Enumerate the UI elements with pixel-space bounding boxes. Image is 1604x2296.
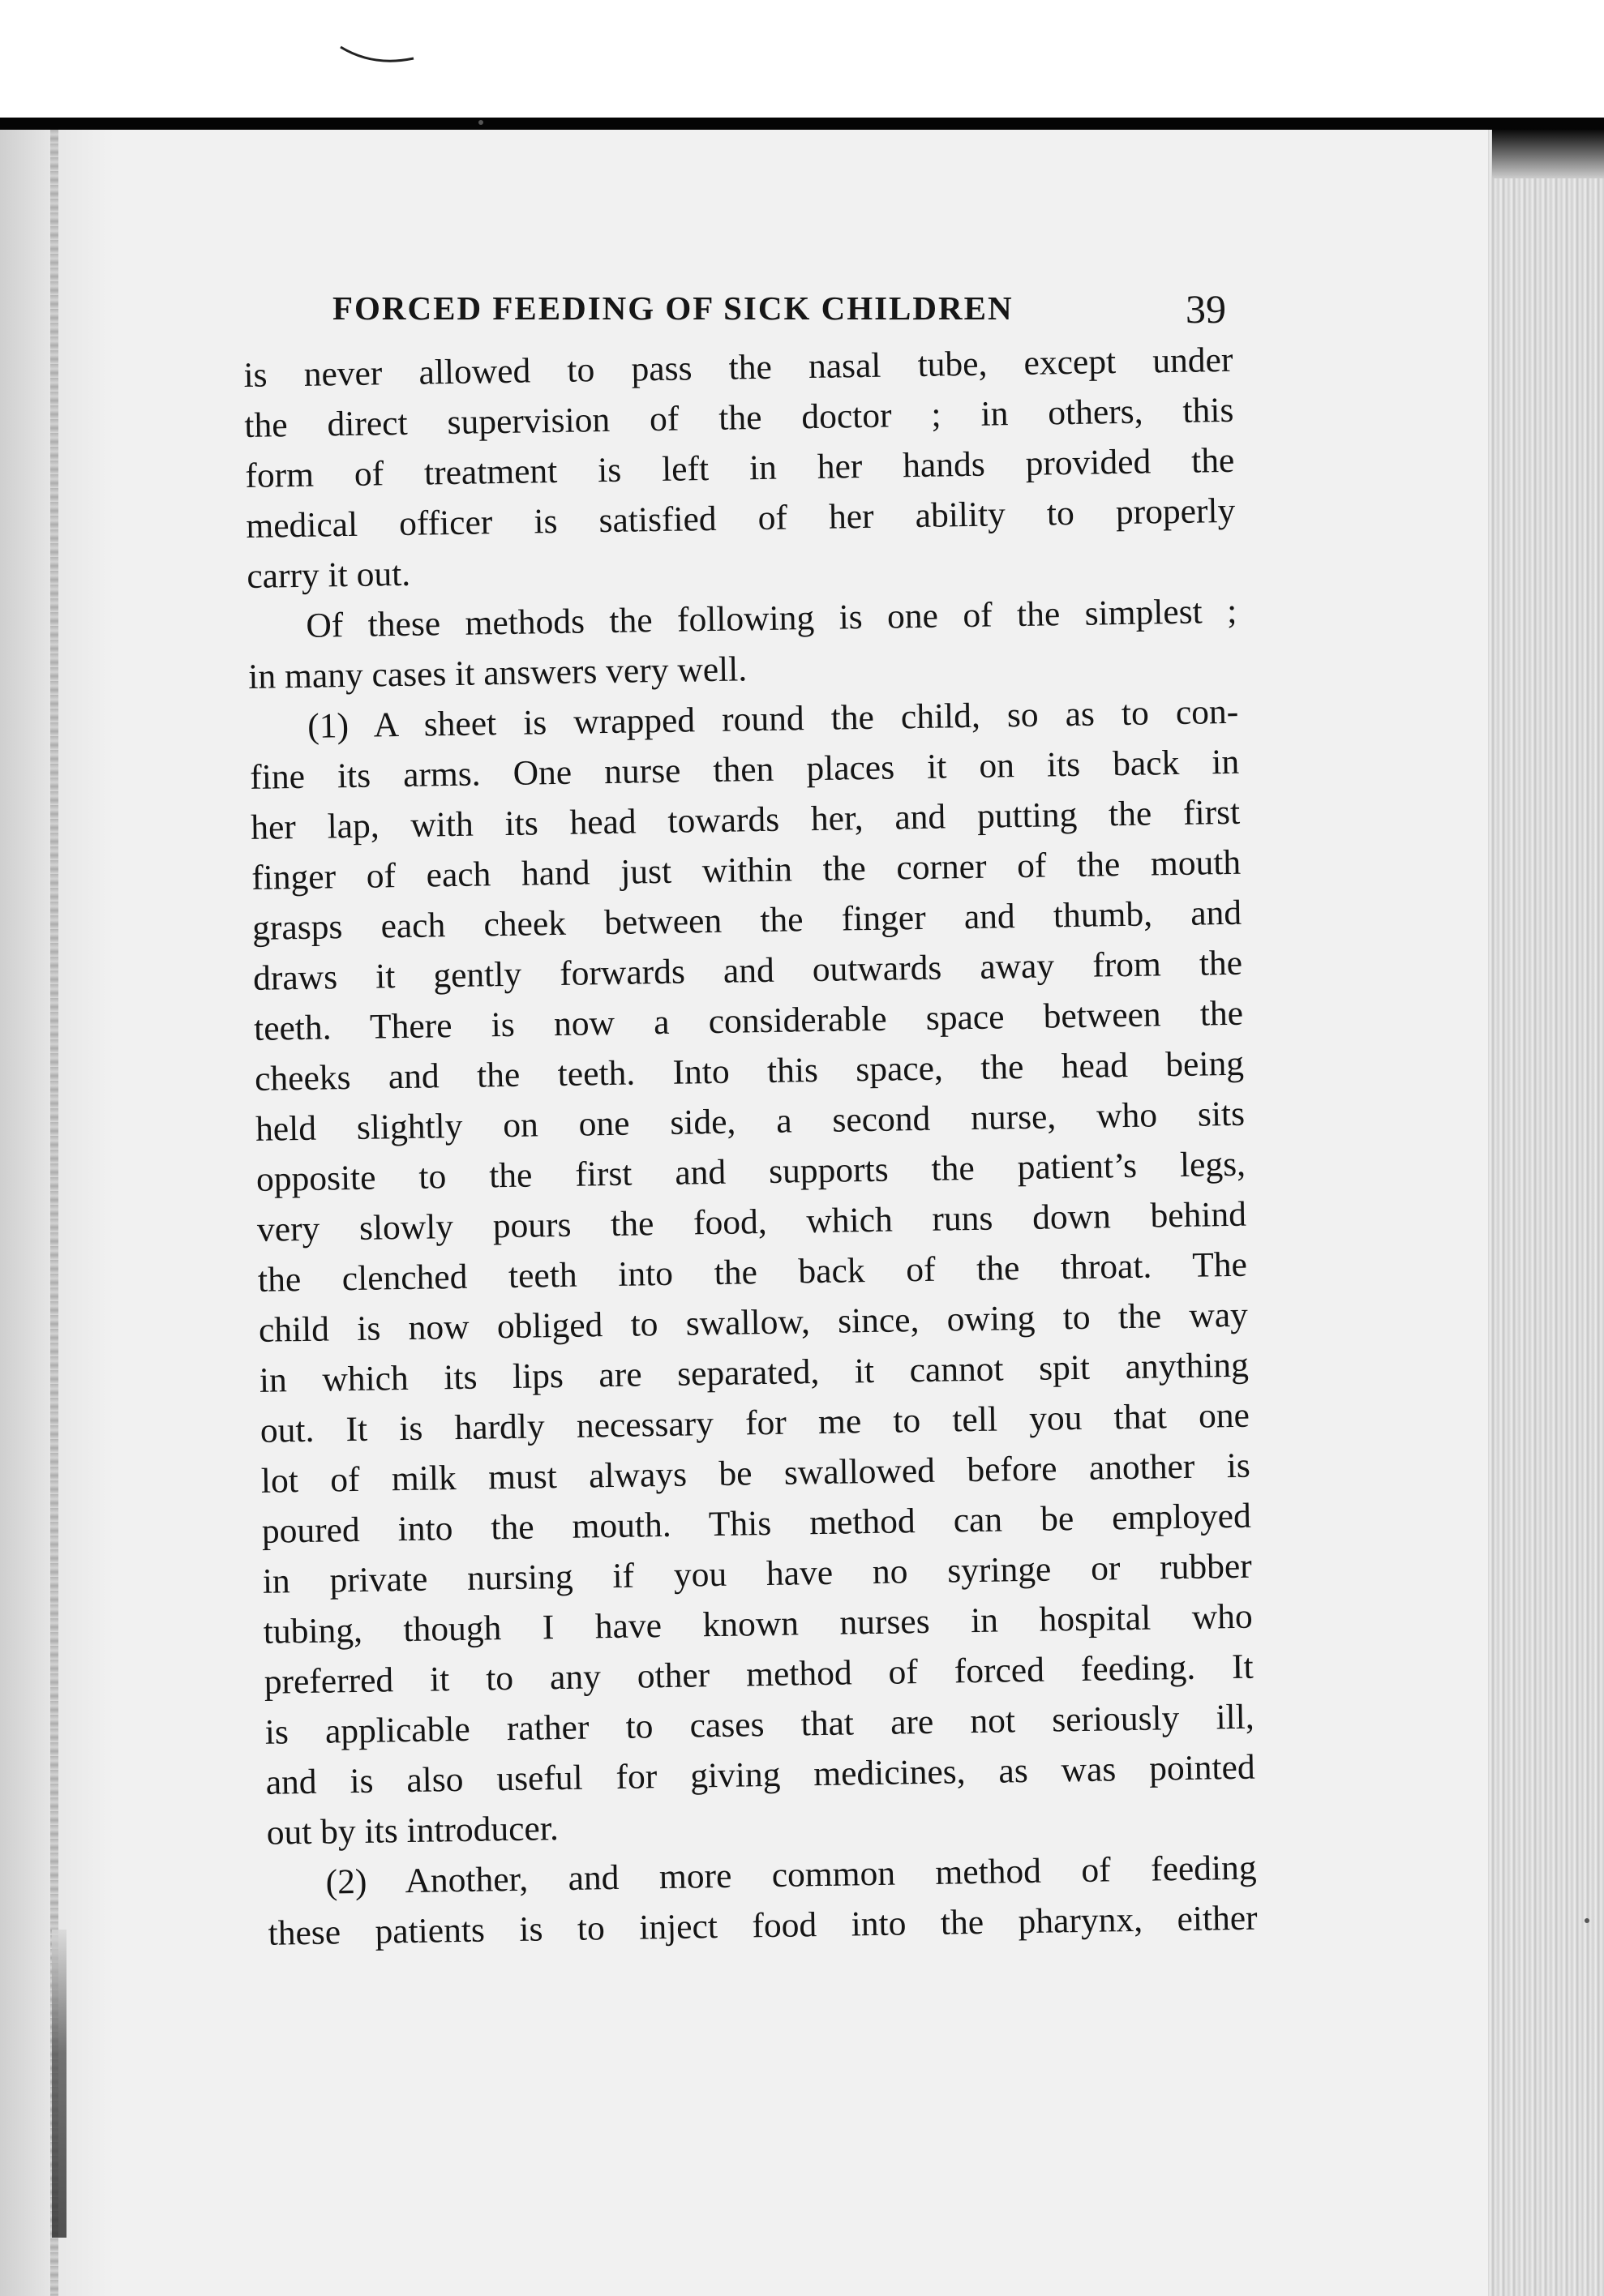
running-head-title: FORCED FEEDING OF SICK CHILDREN: [332, 289, 1014, 327]
text-line: the clenched teeth into the back of the throat. The: [257, 1244, 1248, 1300]
scan-speck: [478, 120, 483, 125]
text-line: teeth. There is now a considerable space between the: [253, 993, 1244, 1048]
text-line: fine its arms. One nurse then places it on its back in: [249, 742, 1240, 797]
text-line: in private nursing if you have no syringe or rubber: [262, 1546, 1253, 1601]
text-line: her lap, with its head towards her, and putting the first: [250, 792, 1241, 847]
text-line: child is now obliged to swallow, since, owing to the way: [258, 1295, 1249, 1350]
text-line: grasps each cheek between the finger and thumb, and: [251, 893, 1242, 948]
text-line: draws it gently forwards and outwards away from the: [252, 943, 1243, 998]
running-header: [332, 285, 1241, 334]
scan-border-corner: [1492, 130, 1604, 178]
text-line: cheeks and the teeth. Into this space, the head being: [254, 1043, 1245, 1099]
text-line: medical officer is satisfied of her ability to properly: [246, 490, 1236, 546]
text-line: out. It is hardly necessary for me to tell you that one: [259, 1395, 1250, 1450]
text-line: lot of milk must always be swallowed before another is: [260, 1446, 1251, 1501]
spine-dark-mark: [52, 1930, 66, 2238]
text-line: very slowly pours the food, which runs down behind: [256, 1194, 1247, 1249]
text-line: poured into the mouth. This method can be employed: [261, 1496, 1252, 1551]
text-line: form of treatment is left in her hands provided the: [245, 440, 1235, 495]
text-line: in many cases it answers very well.: [247, 649, 748, 696]
text-line: carry it out.: [247, 554, 411, 596]
body-text: [243, 335, 1258, 1959]
text-line: preferred it to any other method of forced feeding. It: [264, 1647, 1254, 1702]
text-line: is applicable rather to cases that are not seriously ill,: [264, 1697, 1255, 1752]
top-margin: [0, 0, 1604, 130]
text-line: these patients is to inject food into the pharynx, either: [268, 1898, 1258, 1953]
text-line: (2) Another, and more common method of feeding: [325, 1848, 1257, 1902]
text-line: and is also useful for giving medicines, as was pointed: [265, 1747, 1255, 1802]
page-edges: [1488, 130, 1604, 2296]
text-line: opposite to the first and supports the patient’s legs,: [255, 1144, 1246, 1199]
text-line: tubing, though I have known nurses in hospital who: [263, 1596, 1254, 1651]
text-line: finger of each hand just within the corner of the mouth: [251, 842, 1242, 897]
text-line: held slightly on one side, a second nurse, who sits: [255, 1094, 1246, 1149]
text-line: Of these methods the following is one of the simplest ;: [305, 591, 1237, 645]
text-line: (1) A sheet is wrapped round the child, so as to con-: [307, 692, 1239, 746]
text-line: the direct supervision of the doctor ; in others, this: [244, 390, 1234, 445]
text-line: out by its introducer.: [266, 1809, 560, 1853]
page-number: 39: [1186, 286, 1226, 332]
text-line: is never allowed to pass the nasal tube, except under: [243, 340, 1233, 395]
scan-speck: [1585, 1918, 1589, 1923]
scan-mark: [339, 41, 420, 73]
text-line: in which its lips are separated, it cannot spit anything: [259, 1345, 1250, 1400]
